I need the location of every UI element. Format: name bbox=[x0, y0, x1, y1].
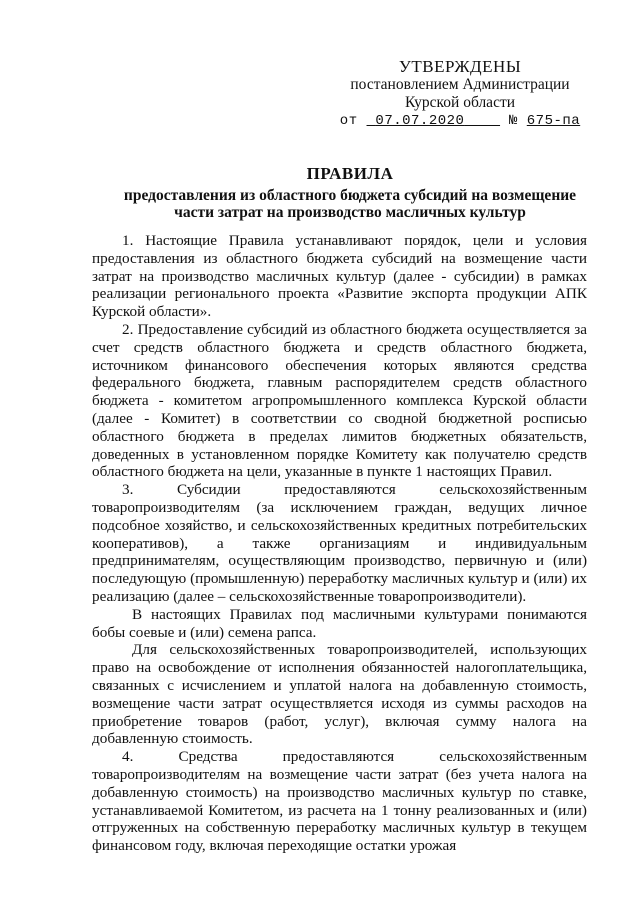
approval-ot: от bbox=[339, 113, 358, 129]
title-subtitle: предоставления из областного бюджета субсидий на возмещение части затрат на производство масличных культур bbox=[123, 187, 577, 221]
paragraph-1: 1. Настоящие Правила устанавливают порядок, цели и условия предоставления из областного бюджета субсидий на возмещение части затрат на производство масличных культур (далее - субсидии) в рамках реализации регионального проекта «Развитие экспорта продукции АПК Курской области». bbox=[92, 232, 587, 321]
approval-block bbox=[332, 58, 588, 130]
document-title bbox=[110, 165, 590, 221]
paragraph-3-definition: В настоящих Правилах под масличными культурами понимаются бобы соевые и (или) семена рапса. bbox=[92, 605, 587, 641]
title-main: ПРАВИЛА bbox=[306, 164, 394, 183]
approval-date: 07.07.2020 bbox=[375, 113, 465, 129]
document-body bbox=[92, 232, 587, 855]
approval-title: УТВЕРЖДЕНЫ bbox=[398, 57, 522, 76]
paragraph-2: 2. Предоставление субсидий из областного бюджета осуществляется за счет средств областного бюджета и средств областного бюджета, источником финансового обеспечения которых являются средства федерального бюджета, главным распорядителем средств областного бюджета - комитетом агропромышленного комплекса Курской области (далее - Комитет) в соответствии со сводной бюджетной росписью областного бюджета в пределах лимитов бюджетных обязательств, доведенных в установленном порядке Комитету как получателю средств областного бюджета на цели, указанные в пункте 1 настоящих Правил. bbox=[92, 320, 587, 481]
approval-line-2: Курской области bbox=[404, 94, 516, 111]
approval-line-1: постановлением Администрации bbox=[350, 76, 570, 93]
paragraph-3-vat: Для сельскохозяйственных товаропроизводителей, использующих право на освобождение от исполнения обязанностей налогоплательщика, связанных с исчислением и уплатой налога на добавленную стоимость, возмещение части затрат осуществляется исходя из суммы расходов на приобретение товаров (работ, услуг), включая сумму налога на добавленную стоимость. bbox=[92, 641, 587, 748]
approval-number: 675-па bbox=[526, 113, 581, 129]
paragraph-4: 4. Средства предоставляются сельскохозяйственным товаропроизводителям на возмещение части затрат (без учета налога на добавленную стоимость) на производство масличных культур по ставке, устанавливаемой Комитетом, из расчета на 1 тонну реализованных и (или) отгруженных на собственную переработку масличных культур в текущем финансовом году, включая переходящие остатки урожая bbox=[92, 748, 587, 855]
approval-number-sign: № bbox=[508, 113, 518, 129]
approval-date-line bbox=[332, 112, 588, 130]
paragraph-3: 3. Субсидии предоставляются сельскохозяйственным товаропроизводителям (за исключением граждан, ведущих личное подсобное хозяйство, и сельскохозяйственных кредитных потребительских кооперативов), а также организациям и индивидуальным предпринимателям, осуществляющим производство, первичную и (или) последующую (промышленную) переработку масличных культур и (или) их реализацию (далее – сельскохозяйственные товаропроизводители). bbox=[92, 481, 587, 605]
